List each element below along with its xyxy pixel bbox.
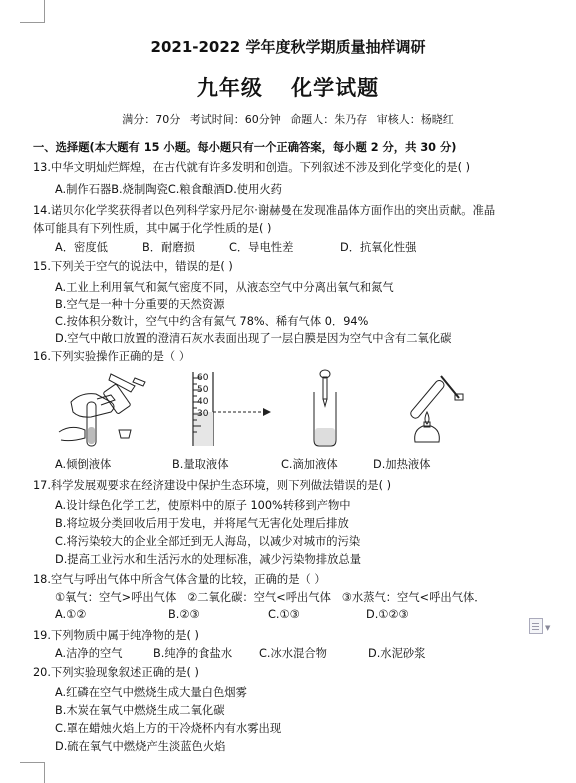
q20-stem: 20.下列实验现象叙述正确的是( )	[33, 666, 199, 679]
q16-option-a: A.倾倒液体	[55, 458, 112, 471]
q18-item-3: ③水蒸气：空气<呼出气体．	[341, 591, 486, 604]
q19-stem: 19.下列物质中属于纯净物的是( )	[33, 629, 199, 642]
q16-figures	[33, 368, 533, 463]
q16-stem: 16.下列实验操作正确的是（ ）	[33, 350, 191, 363]
document-icon[interactable]	[529, 618, 543, 634]
meta-reviewer: 审核人：杨晓红	[376, 113, 454, 126]
q14-option-c: C．导电性差	[229, 241, 294, 254]
q20-option-a: A.红磷在空气中燃烧生成大量白色烟雾	[55, 686, 247, 699]
q19-option-c: C.冰水混合物	[259, 647, 327, 660]
chevron-down-icon[interactable]: ▼	[545, 624, 551, 632]
q15-option-b: B.空气是一种十分重要的天然资源	[55, 298, 225, 311]
q15-option-d: D.空气中敞口放置的澄清石灰水表面出现了一层白膜是因为空气中含有二氧化碳	[55, 332, 452, 345]
q19-option-b: B.纯净的食盐水	[153, 647, 233, 660]
section-heading: 一、选择题(本大题有 15 小题。每小题只有一个正确答案，每小题 2 分，共 30 分)	[33, 141, 457, 154]
q14-option-a: A．密度低	[55, 241, 108, 254]
q18-item-1: ①氧气：空气>呼出气体	[55, 591, 177, 604]
q13-options: A.制作石器B.烧制陶瓷C.粮食酿酒D.使用火药	[55, 183, 282, 196]
q18-items	[55, 589, 486, 605]
q15-stem: 15.下列关于空气的说法中，错误的是( )	[33, 260, 233, 273]
q16-option-b: B.量取液体	[172, 458, 229, 471]
page-corner-mark-bottom	[20, 762, 45, 783]
q13-stem: 13.中华文明灿烂辉煌，在古代就有许多发明和创造。下列叙述不涉及到化学变化的是( )	[33, 161, 471, 174]
q14-options	[55, 239, 416, 255]
page-corner-mark-top	[20, 0, 45, 23]
cylinder-tick-30: 30	[197, 409, 209, 419]
q19-options	[55, 645, 425, 661]
q14-stem-line2: 体可能具有下列性质，其中属于化学性质的是( )	[33, 222, 272, 235]
meta-author: 命题人：朱乃存	[290, 113, 368, 126]
q20-option-b: B.木炭在氧气中燃烧生成二氧化碳	[55, 704, 225, 717]
q20-option-c: C.罩在蜡烛火焰上方的干冷烧杯内有水雾出现	[55, 722, 282, 735]
pouring-liquid-illustration	[51, 372, 151, 452]
q16-option-c: C.滴加液体	[281, 458, 338, 471]
q17-option-a: A.设计绿色化学工艺，使原料中的原子 100%转移到产物中	[55, 499, 351, 512]
q18-option-a: A.①②	[55, 608, 87, 621]
q19-option-d: D.水泥砂浆	[368, 647, 426, 660]
q18-option-c: C.①③	[268, 608, 300, 621]
q20-option-d: D.硫在氧气中燃烧产生淡蓝色火焰	[55, 740, 226, 753]
q17-option-c: C.将污染较大的企业全部迁到无人海岛，以减少对城市的污染	[55, 535, 361, 548]
q14-stem-line1: 14.诺贝尔化学奖获得者以色列科学家丹尼尔·谢赫曼在发现准晶体方面作出的突出贡献。准晶	[33, 204, 496, 217]
q18-item-2: ②二氧化碳：空气<呼出气体	[187, 591, 331, 604]
q14-option-d: D．抗氧化性强	[340, 241, 417, 254]
exam-meta	[0, 111, 576, 127]
q14-option-b: B．耐磨损	[142, 241, 195, 254]
q18-option-b: B.②③	[168, 608, 200, 621]
q17-option-b: B.将垃圾分类回收后用于发电，并将尾气无害化处理后排放	[55, 517, 349, 530]
exam-title-line2	[0, 72, 576, 102]
measuring-cylinder-illustration	[173, 368, 283, 448]
q15-option-a: A.工业上利用氧气和氮气密度不同，从液态空气中分离出氧气和氮气	[55, 281, 394, 294]
q19-option-a: A.洁净的空气	[55, 647, 123, 660]
q16-option-d: D.加热液体	[373, 458, 431, 471]
q18-stem: 18.空气与呼出气体中所含气体含量的比较，正确的是（ ）	[33, 573, 326, 586]
cylinder-tick-50: 50	[197, 385, 209, 395]
q17-stem: 17.科学发展观要求在经济建设中保护生态环境，则下列做法错误的是( )	[33, 479, 391, 492]
cylinder-tick-60: 60	[197, 373, 209, 383]
meta-duration: 考试时间：60分钟	[189, 113, 281, 126]
q18-options	[55, 608, 409, 621]
subject-label: 化学试题	[291, 76, 380, 100]
grade-label: 九年级	[196, 76, 263, 100]
q17-option-d: D.提高工业污水和生活污水的处理标准，减少污染物排放总量	[55, 553, 362, 566]
meta-full-score: 满分：70分	[122, 113, 181, 126]
q15-option-c: C.按体积分数计，空气中约含有氮气 78%、稀有气体 0．94%	[55, 315, 369, 328]
exam-title-line1: 2021-2022 学年度秋学期质量抽样调研	[150, 38, 426, 56]
cylinder-tick-40: 40	[197, 397, 209, 407]
heating-liquid-illustration	[393, 368, 473, 448]
dropper-illustration	[295, 368, 355, 448]
q18-option-d: D.①②③	[366, 608, 409, 621]
